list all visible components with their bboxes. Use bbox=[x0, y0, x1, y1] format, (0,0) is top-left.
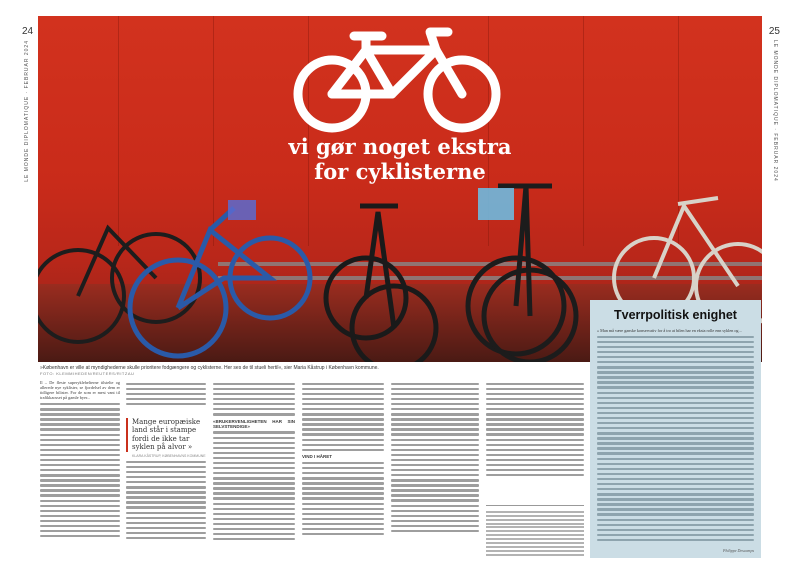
sidebar-signature: Philippe Descamps bbox=[723, 548, 754, 553]
pull-quote-source: KLARA KÅSTRUP, KØBENHAVNS KOMMUNE bbox=[132, 454, 206, 458]
article-column-3 bbox=[213, 380, 295, 543]
sidebar-body bbox=[597, 328, 754, 544]
pull-quote-bar bbox=[126, 418, 128, 452]
article-intro: Il – De fleste superyklehelterne tilstelte og allerede nye syklister, se fjordelsel av dem er tidligere bilister. For de som er mest vant til trafikkaosset på gamle byer... bbox=[40, 380, 120, 401]
slogan-line-2: for cyklisterne bbox=[314, 159, 486, 184]
photo-credit: FOTO: KLEMMIHEDEN/REUTERS/RITZAU bbox=[40, 371, 135, 376]
running-head-left: LE MONDE DIPLOMATIQUE · FEBRUAR 2024 bbox=[24, 40, 30, 182]
page-number-left: 24 bbox=[22, 26, 34, 37]
footnotes bbox=[486, 505, 584, 558]
sidebar-box bbox=[590, 300, 761, 558]
pull-quote-text: Mange europæiske land står i stampe fordi de ikke tar syklen på alvor » bbox=[132, 418, 201, 451]
photo-caption: »København er ville at myndighederne skulle prioritere fodgængere og cyklisterne. Her ses de til stueli hertil«, sier Maria Kåstrup i København kommune. bbox=[40, 365, 379, 371]
article-column-5 bbox=[391, 380, 479, 535]
page-number-right: 25 bbox=[768, 26, 780, 37]
sidebar-title: Tverrpolitisk enighet bbox=[614, 308, 737, 322]
article-column-1 bbox=[40, 380, 120, 540]
subhead: «BRUKERVENLIGHETEN HAR SIN SELVSTENDIGE» bbox=[213, 418, 295, 429]
slogan-line-1: vi gør noget ekstra bbox=[288, 134, 512, 159]
article-column-6 bbox=[486, 380, 584, 479]
subhead: VIND I HÅRET bbox=[302, 454, 333, 460]
sidebar-intro: « Man må være ganske konservativ for å tro at bilen har en eksta rolle enn syklen og... bbox=[597, 328, 742, 333]
article-column-2 bbox=[126, 380, 206, 542]
running-head-right: LE MONDE DIPLOMATIQUE · FEBRUAR 2024 bbox=[772, 40, 778, 182]
article-column-4 bbox=[302, 380, 384, 538]
